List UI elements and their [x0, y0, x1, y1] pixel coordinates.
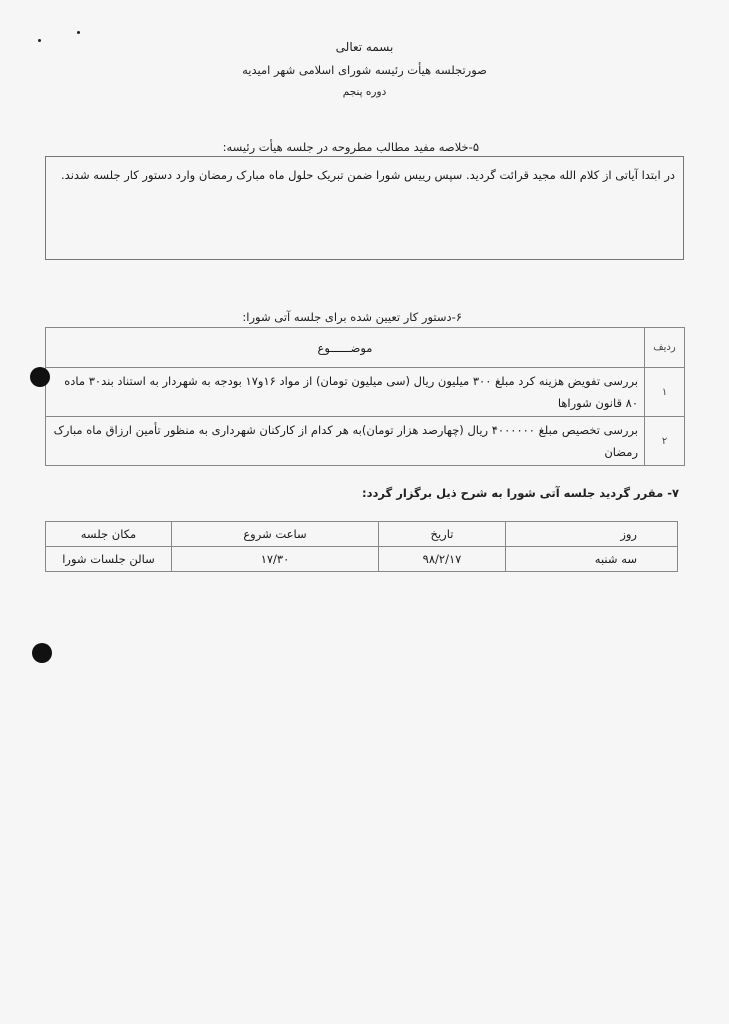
row-topic: بررسی تفویض هزینه کرد مبلغ ۳۰۰ میلیون ریال (سی میلیون تومان) از مواد ۱۶و۱۷ بودجه به شهردار به استناد بند۳۰ ماده ۸۰ قانون شوراها	[46, 368, 645, 417]
section6-title: ۶-دستور کار تعیین شده برای جلسه آتی شورا:	[242, 310, 462, 324]
row-topic: بررسی تخصیص مبلغ ۴۰۰۰۰۰۰ ریال (چهارصد هزار تومان)به هر کدام از کارکنان شهرداری به منظور تأمین ارزاق ماه مبارک رمضان	[46, 417, 645, 466]
agenda-header-row-no: ردیف	[645, 328, 685, 368]
table-row	[46, 368, 685, 417]
meeting-table	[45, 521, 678, 572]
agenda-header-topic: موضــــــوع	[46, 328, 645, 368]
header-start-time: ساعت شروع	[172, 522, 379, 547]
row-number: ۱	[645, 368, 685, 417]
section7-title: ۷- مقرر گردید جلسه آتی شورا به شرح ذیل برگزار گردد:	[362, 486, 679, 500]
agenda-header-row	[46, 328, 685, 368]
value-start-time: ۱۷/۳۰	[172, 547, 379, 572]
value-date: ۹۸/۲/۱۷	[379, 547, 506, 572]
meeting-header-row	[46, 522, 678, 547]
row-number: ۲	[645, 417, 685, 466]
meeting-values-row	[46, 547, 678, 572]
summary-box	[45, 156, 684, 260]
summary-text: در ابتدا آیاتی از کلام الله مجید قرائت گردید. سپس رییس شورا ضمن تبریک حلول ماه مبارک رمضان وارد دستور کار جلسه شدند.	[61, 168, 675, 182]
value-location: سالن جلسات شورا	[46, 547, 172, 572]
punch-hole	[30, 367, 50, 387]
header-date: تاریخ	[379, 522, 506, 547]
section5-title: ۵-خلاصه مفید مطالب مطروحه در جلسه هیأت رئیسه:	[222, 140, 479, 154]
header-location: مکان جلسه	[46, 522, 172, 547]
invocation: بسمه تعالی	[335, 40, 394, 54]
agenda-table	[45, 327, 685, 466]
punch-hole	[32, 643, 52, 663]
table-row	[46, 417, 685, 466]
document-title: صورتجلسه هیأت رئیسه شورای اسلامی شهر امیدیه	[242, 63, 487, 77]
scan-speck	[77, 31, 80, 34]
value-day: سه شنبه	[506, 547, 678, 572]
term-label: دوره پنجم	[342, 86, 387, 98]
header-day: روز	[506, 522, 678, 547]
